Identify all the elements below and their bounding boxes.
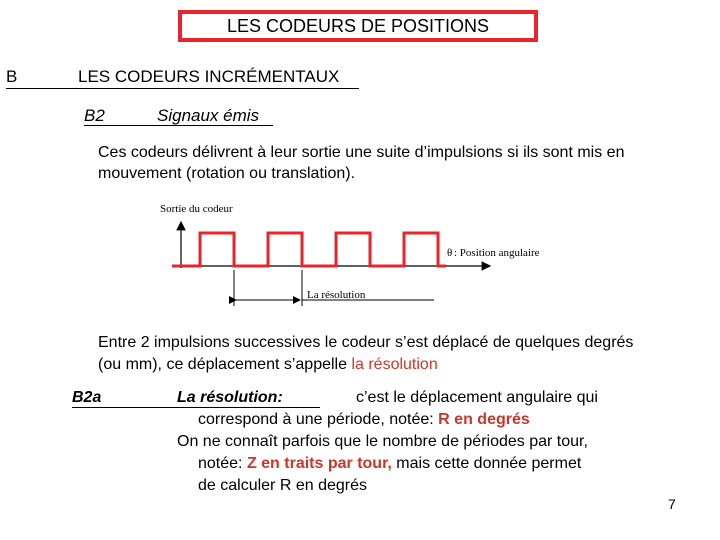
resolution-highlight: la résolution (351, 356, 438, 373)
page-title: LES CODEURS DE POSITIONS (178, 10, 538, 42)
resolution-text: Entre 2 impulsions successives le codeur s’est déplacé de quelques degrés (ou mm), ce déplacement s’appelle (98, 334, 634, 373)
subsection-b2a-code: B2a (72, 389, 102, 406)
pulse-signal (172, 233, 446, 266)
page-number: 7 (668, 496, 676, 512)
periods-line-1: On ne connaît parfois que le nombre de périodes par tour, (177, 433, 588, 450)
definition-highlight: R en degrés (438, 411, 530, 428)
section-letter: B (6, 67, 18, 86)
subsection-b2a-heading: La résolution: (177, 389, 283, 406)
section-title: LES CODEURS INCRÉMENTAUX (78, 67, 340, 86)
intro-paragraph: Ces codeurs délivrent à leur sortie une suite d’impulsions si ils sont mis en mouvement (rotation ou translation). (98, 144, 625, 182)
periods-highlight: Z en traits par tour, (246, 455, 392, 472)
resolution-paragraph (98, 332, 658, 376)
theta-symbol: θ (447, 247, 453, 259)
definition-line-2 (198, 411, 530, 429)
subsection-title: Signaux émis (157, 106, 260, 125)
periods-rest: mais cette donnée permet (391, 455, 582, 472)
periods-line-2 (198, 455, 581, 473)
subsection-b2a-underline (72, 407, 320, 408)
periods-text: notée: (198, 455, 247, 472)
y-axis-label: Sortie du codeur (160, 203, 233, 215)
definition-text: correspond à une période, notée: (198, 411, 439, 428)
resolution-label: La résolution (307, 289, 366, 301)
periods-line-3: de calculer R en degrés (198, 477, 367, 494)
x-axis-label: : Position angulaire (454, 247, 540, 259)
definition-line-1: c’est le déplacement angulaire qui (356, 389, 598, 406)
subsection-code: B2 (84, 106, 105, 125)
